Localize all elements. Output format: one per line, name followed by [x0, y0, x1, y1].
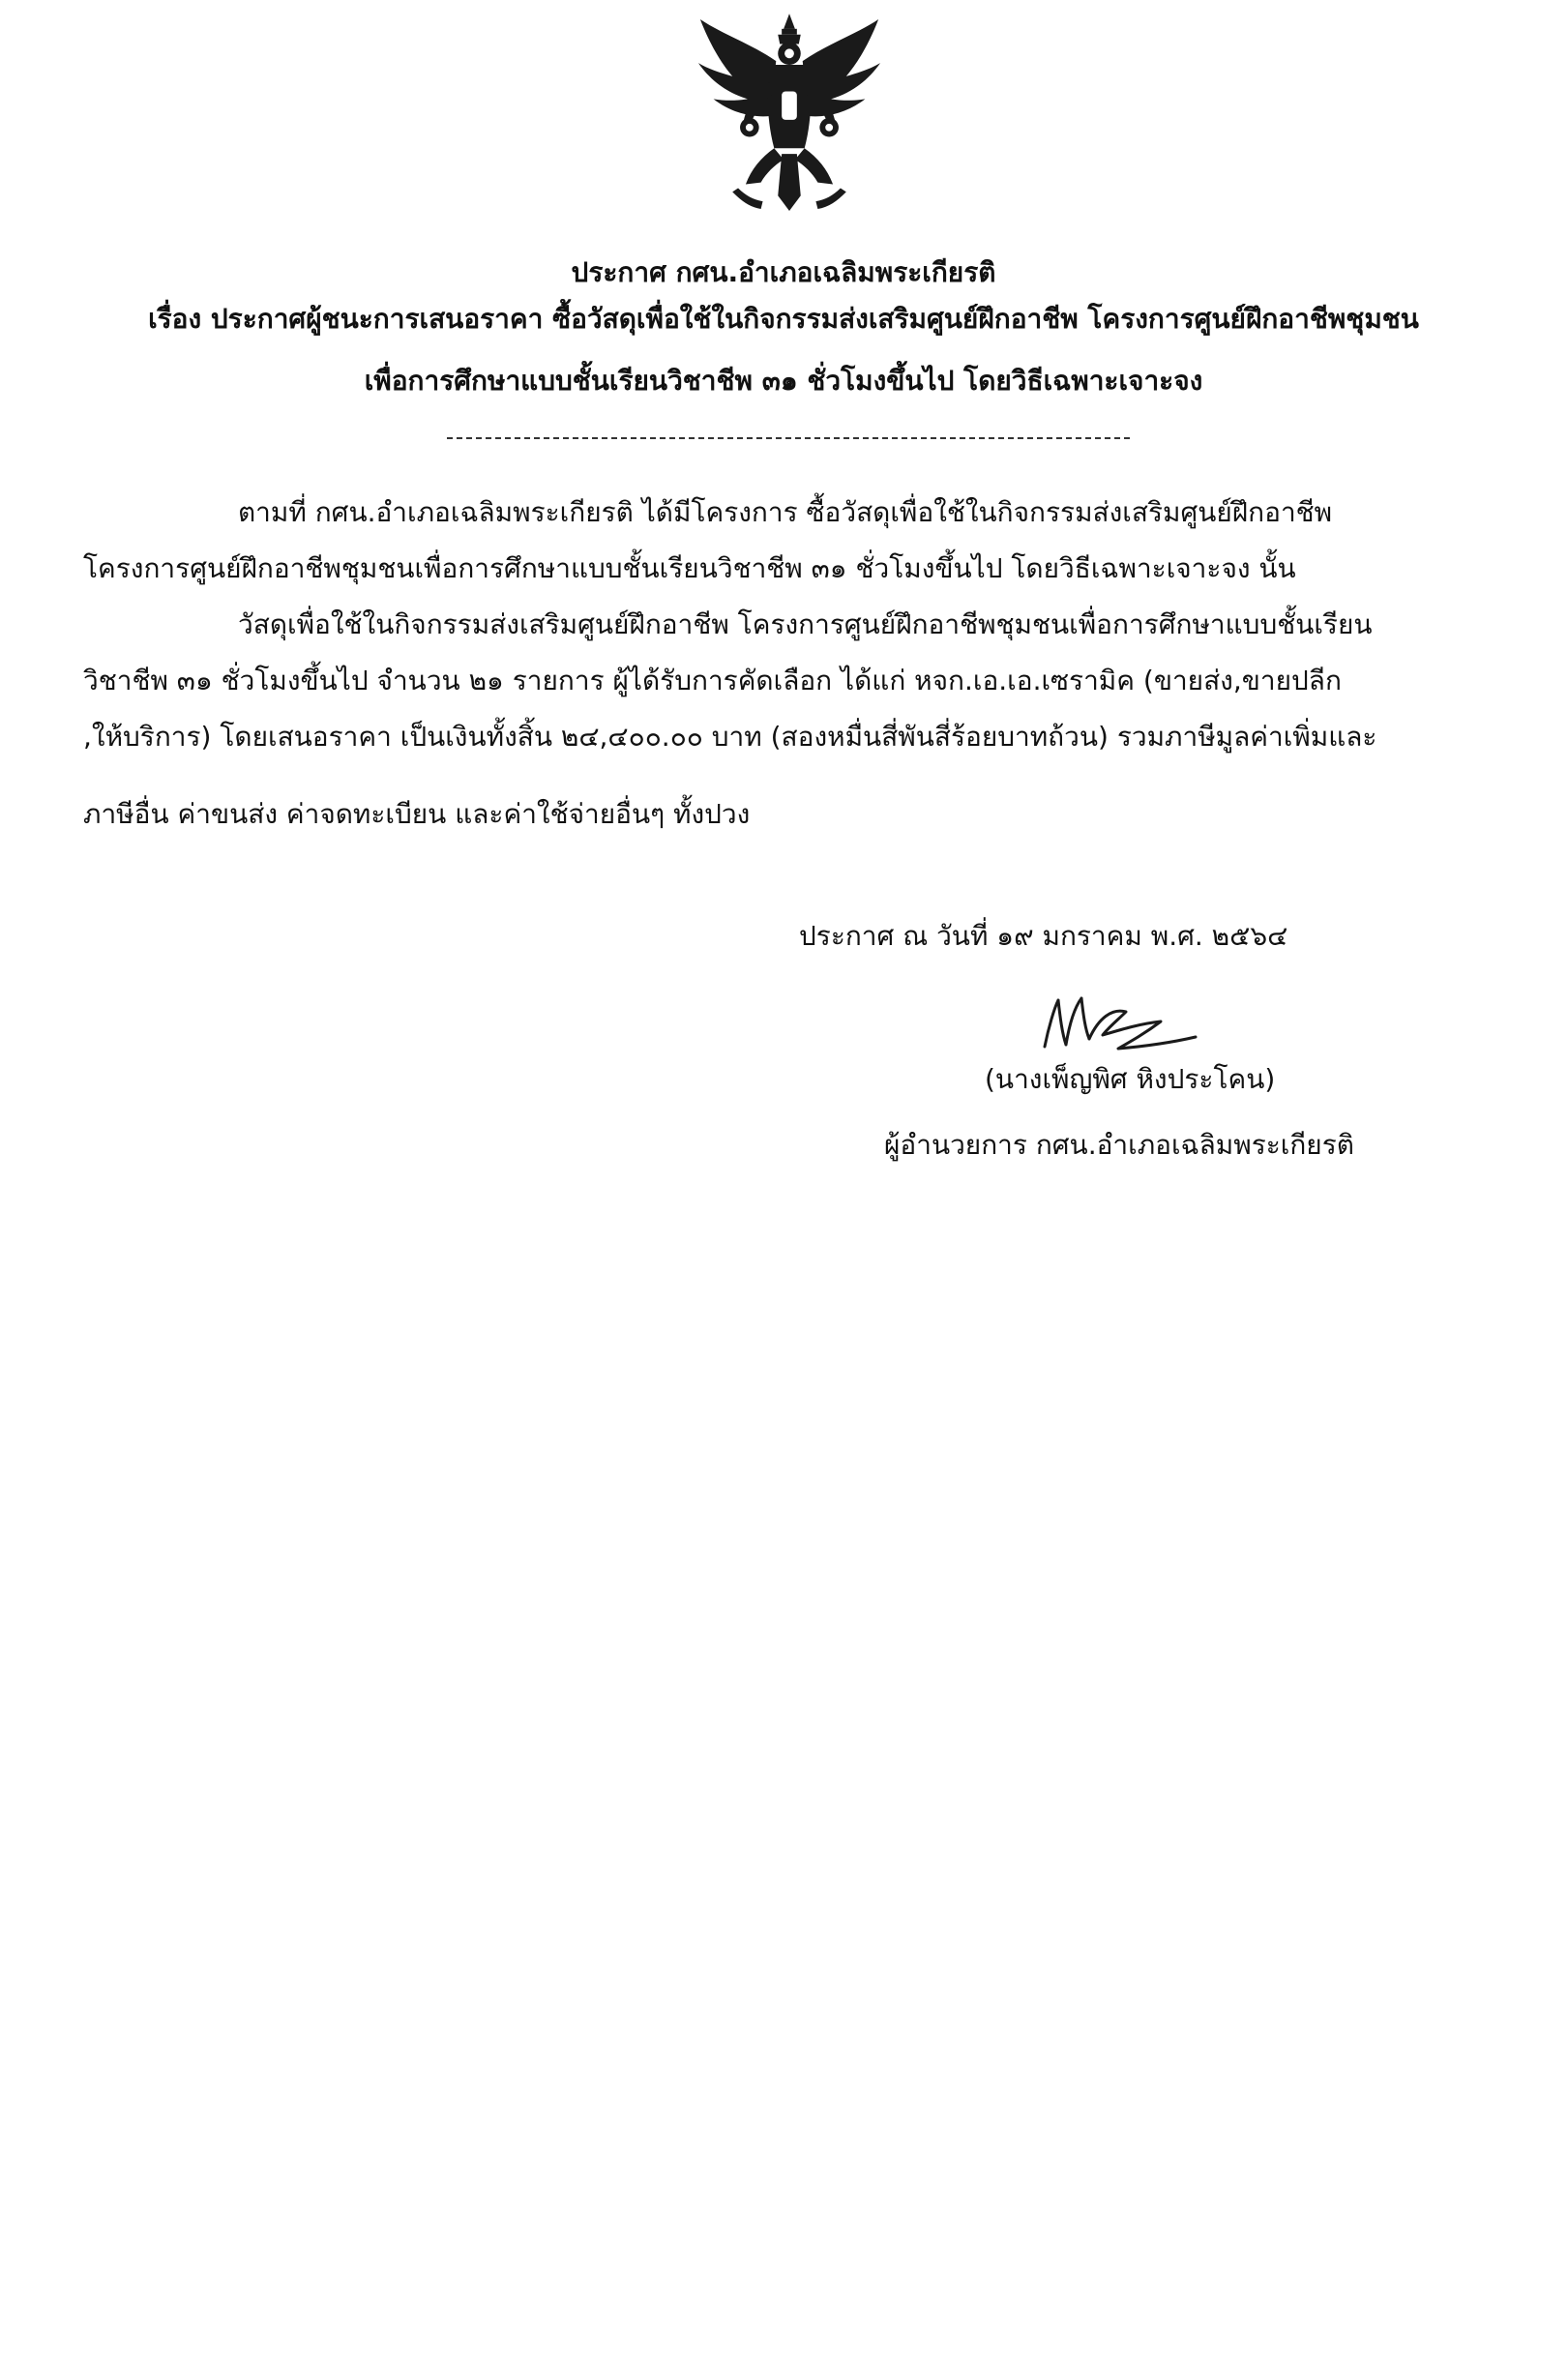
signer-name: (นางเพ็ญพิศ หิงประโคน)	[985, 1063, 1276, 1095]
signer-position: ผู้อำนวยการ กศน.อำเภอเฉลิมพระเกียรติ	[884, 1129, 1354, 1161]
subject-line-1: เรื่อง ประกาศผู้ชนะการเสนอราคา ซื้อวัสดุเพื่อใช้ในกิจกรรมส่งเสริมศูนย์ฝึกอาชีพ โครงการศูนย์ฝึกอาชีพชุมชน	[148, 303, 1419, 335]
paragraph-2-line-3: ,ให้บริการ) โดยเสนอราคา เป็นเงินทั้งสิ้น ๒๔,๔๐๐.๐๐ บาท (สองหมื่นสี่พันสี่ร้อยบาทถ้วน) รวมภาษีมูลค่าเพิ่มและ	[83, 721, 1377, 753]
paragraph-2-line-1: วัสดุเพื่อใช้ในกิจกรรมส่งเสริมศูนย์ฝึกอาชีพ โครงการศูนย์ฝึกอาชีพชุมชนเพื่อการศึกษาแบบชั้นเรียน	[238, 608, 1373, 640]
paragraph-2-line-4: ภาษีอื่น ค่าขนส่ง ค่าจดทะเบียน และค่าใช้จ่ายอื่นๆ ทั้งปวง	[83, 798, 751, 830]
signature-icon	[1025, 979, 1219, 1066]
paragraph-1-line-1: ตามที่ กศน.อำเภอเฉลิมพระเกียรติ ได้มีโครงการ ซื้อวัสดุเพื่อใช้ในกิจกรรมส่งเสริมศูนย์ฝึกอาชีพ	[238, 496, 1333, 528]
divider-line	[447, 437, 1130, 439]
paragraph-1-line-2: โครงการศูนย์ฝึกอาชีพชุมชนเพื่อการศึกษาแบบชั้นเรียนวิชาชีพ ๓๑ ชั่วโมงขึ้นไป โดยวิธีเฉพาะเจาะจง นั้น	[83, 552, 1296, 584]
paragraph-2-line-2: วิชาชีพ ๓๑ ชั่วโมงขึ้นไป จำนวน ๒๑ รายการ ผู้ได้รับการคัดเลือก ได้แก่ หจก.เอ.เอ.เซรามิค (ขายส่ง,ขายปลีก	[83, 665, 1342, 696]
subject-line-2: เพื่อการศึกษาแบบชั้นเรียนวิชาชีพ ๓๑ ชั่วโมงขึ้นไป โดยวิธีเฉพาะเจาะจง	[364, 365, 1203, 397]
garuda-emblem-icon	[695, 6, 884, 224]
document-title: ประกาศ กศน.อำเภอเฉลิมพระเกียรติ	[571, 256, 996, 288]
announce-date: ประกาศ ณ วันที่ ๑๙ มกราคม พ.ศ. ๒๕๖๔	[799, 920, 1288, 952]
